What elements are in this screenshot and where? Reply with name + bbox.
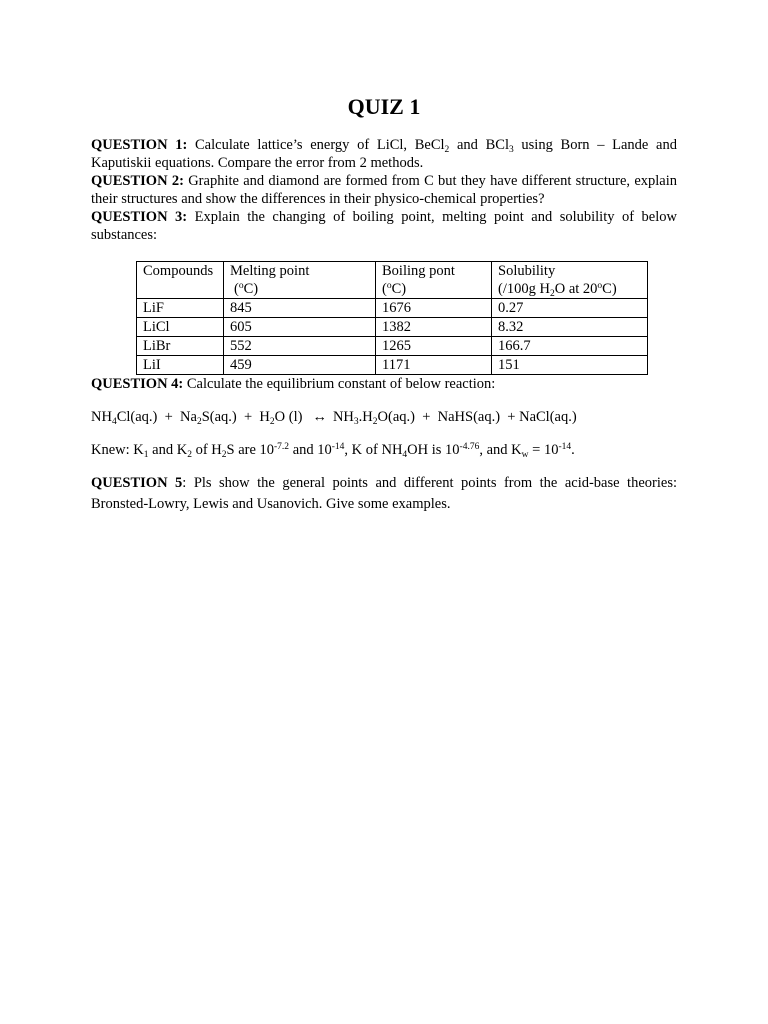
question-3 xyxy=(91,208,677,244)
knew-part: = 10 xyxy=(528,442,559,458)
table-header-row xyxy=(137,262,648,299)
header-melting-open: ( xyxy=(234,281,239,297)
knew-part: S are 10 xyxy=(226,442,275,458)
header-melting-unit xyxy=(230,280,258,298)
header-boiling-close: C) xyxy=(391,281,407,297)
question-2 xyxy=(91,172,677,208)
question-1-sub-a: 2 xyxy=(444,145,450,155)
cell-compound: LiI xyxy=(137,356,224,375)
question-1 xyxy=(91,136,677,172)
question-4-label: QUESTION 4: xyxy=(91,376,184,392)
question-1-text-b: and BCl xyxy=(449,137,509,153)
question-1-text-a: Calculate lattice’s energy of LiCl, BeCl xyxy=(187,137,445,153)
cell-boiling: 1676 xyxy=(376,299,492,318)
header-solubility-sub: 2 xyxy=(549,289,555,299)
header-solubility-part-a: (/100g H xyxy=(498,281,550,297)
header-solubility-degree: o xyxy=(597,281,603,291)
knew-exponent: -14 xyxy=(558,442,572,452)
question-4-text: Calculate the equilibrium constant of below reaction: xyxy=(183,376,496,392)
knew-exponent: -4.76 xyxy=(459,442,480,452)
knew-sub: 4 xyxy=(402,450,408,460)
cell-boiling: 1382 xyxy=(376,318,492,337)
header-melting-point xyxy=(224,262,376,299)
header-melting-close: C) xyxy=(243,281,259,297)
eq-sub: 4 xyxy=(111,417,117,427)
cell-solubility: 151 xyxy=(492,356,648,375)
eq-sub: 2 xyxy=(372,417,378,427)
eq-part: NH xyxy=(332,409,354,425)
cell-compound: LiBr xyxy=(137,337,224,356)
knew-exponent: -14 xyxy=(331,442,345,452)
cell-boiling: 1171 xyxy=(376,356,492,375)
cell-melting: 845 xyxy=(224,299,376,318)
knew-part: and 10 xyxy=(289,442,332,458)
question-1-sub-b: 3 xyxy=(508,145,514,155)
page-title: QUIZ 1 xyxy=(347,94,421,119)
knew-exponent: -7.2 xyxy=(274,442,290,452)
question-4 xyxy=(91,375,677,393)
knew-sub: 2 xyxy=(221,450,227,460)
eq-sub: 2 xyxy=(196,417,202,427)
properties-table xyxy=(136,261,648,375)
question-3-text: Explain the changing of boiling point, melting point and solubility of below substances: xyxy=(91,209,677,243)
header-solubility-line1: Solubility xyxy=(498,263,556,279)
knew-part: of H xyxy=(191,442,222,458)
table-row xyxy=(137,299,648,318)
knew-part: . xyxy=(571,442,575,458)
cell-solubility: 0.27 xyxy=(492,299,648,318)
header-compounds: Compounds xyxy=(137,262,224,299)
question-2-label: QUESTION 2: xyxy=(91,173,184,189)
header-solubility-part-b: O at 20 xyxy=(554,281,598,297)
knew-part: , K of NH xyxy=(344,442,403,458)
eq-sub: 3 xyxy=(353,417,359,427)
reaction-equation xyxy=(91,408,677,426)
header-solubility-part-c: C) xyxy=(602,281,617,297)
cell-melting: 552 xyxy=(224,337,376,356)
quiz-document xyxy=(91,92,677,515)
eq-part: NH xyxy=(91,409,112,425)
question-5-label: QUESTION 5 xyxy=(91,475,183,491)
knew-part: and K xyxy=(148,442,188,458)
header-boiling-point xyxy=(376,262,492,299)
table-row xyxy=(137,337,648,356)
knew-part: OH is 10 xyxy=(407,442,460,458)
cell-compound: LiCl xyxy=(137,318,224,337)
eq-part: S(aq.) + H xyxy=(201,409,270,425)
header-solubility xyxy=(492,262,648,299)
reversible-arrow-icon: ↔ xyxy=(312,409,327,425)
knew-part: Knew: K xyxy=(91,442,144,458)
eq-part: O(aq.) + NaHS(aq.) + NaCl(aq.) xyxy=(377,409,577,425)
header-melting-degree: o xyxy=(238,281,244,291)
eq-part: Cl(aq.) + Na xyxy=(116,409,197,425)
cell-compound: LiF xyxy=(137,299,224,318)
cell-boiling: 1265 xyxy=(376,337,492,356)
eq-part: O (l) xyxy=(274,409,303,425)
eq-sub: 2 xyxy=(269,417,275,427)
question-1-label: QUESTION 1: xyxy=(91,137,188,153)
question-3-label: QUESTION 3: xyxy=(91,209,188,225)
header-melting-line1: Melting point xyxy=(230,263,310,279)
knew-part: , and K xyxy=(479,442,522,458)
table-row xyxy=(137,318,648,337)
header-boiling-open: ( xyxy=(382,281,387,297)
given-constants xyxy=(91,441,677,459)
knew-sub: 2 xyxy=(187,450,192,460)
question-5 xyxy=(91,473,677,515)
cell-solubility: 8.32 xyxy=(492,318,648,337)
table-row xyxy=(137,356,648,375)
knew-sub: 1 xyxy=(143,450,149,460)
header-boiling-degree: o xyxy=(386,281,392,291)
question-5-text: : Pls show the general points and different points from the acid-base theories: Bronsted-Lowry, Lewis and Usanovich. Give some examples. xyxy=(91,475,677,512)
eq-part: .H xyxy=(358,409,373,425)
cell-melting: 605 xyxy=(224,318,376,337)
cell-solubility: 166.7 xyxy=(492,337,648,356)
question-1-text-c: using Born – Lande and Kaputiskii equations. Compare the error from 2 methods. xyxy=(91,137,677,171)
knew-sub: w xyxy=(521,450,529,460)
question-2-text: Graphite and diamond are formed from C but they have different structure, explain their structures and show the differences in their physico-chemical properties? xyxy=(91,173,677,207)
cell-melting: 459 xyxy=(224,356,376,375)
header-boiling-line1: Boiling pont xyxy=(382,263,455,279)
